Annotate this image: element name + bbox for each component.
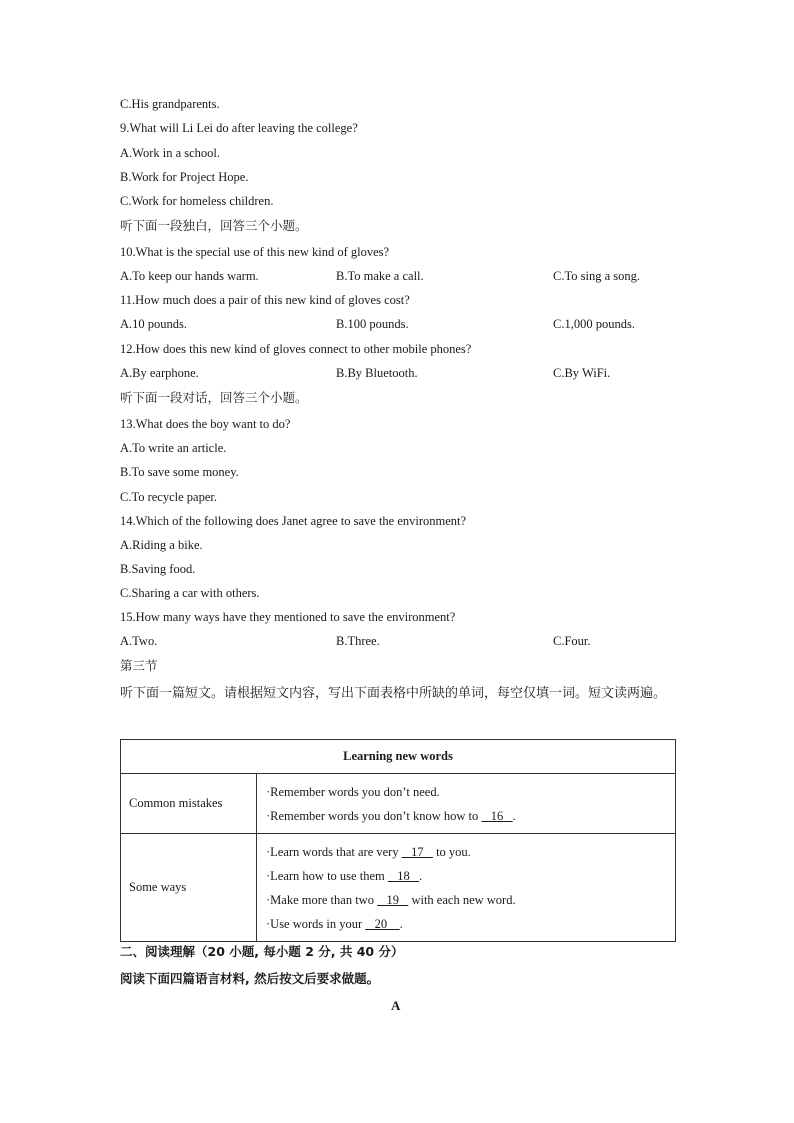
- question-13-option-a: A.To write an article.: [120, 441, 227, 455]
- way-4: [266, 912, 675, 936]
- way-4-end: .: [399, 916, 403, 931]
- question-12-option-a: A.By earphone.: [120, 366, 199, 380]
- way-3-text: ·Make more than two: [266, 892, 378, 907]
- blank-19: 19: [377, 892, 409, 907]
- question-13-option-b: B.To save some money.: [120, 465, 239, 479]
- question-15-option-c: C.Four.: [553, 634, 591, 648]
- mistake-1: ·Remember words you don’t need.: [266, 784, 440, 799]
- question-10: 10.What is the special use of this new kind of gloves?: [120, 245, 390, 259]
- question-15-option-a: A.Two.: [120, 634, 158, 648]
- way-2-end: .: [419, 868, 423, 883]
- notes-table: [120, 739, 676, 942]
- question-9-option-a: A.Work in a school.: [120, 146, 221, 160]
- blank-16: 16: [481, 808, 513, 823]
- row-label-common-mistakes: Common mistakes: [121, 774, 257, 834]
- question-12-option-b: B.By Bluetooth.: [336, 366, 418, 380]
- question-14-option-a: A.Riding a bike.: [120, 538, 203, 552]
- section-instruction-dialogue: 听下面一段对话，回答三个小题。: [120, 390, 308, 405]
- section-three-instruction: 听下面一篇短文。请根据短文内容，写出下面表格中所缺的单词，每空仅填一词。短文读两遍。: [120, 686, 667, 701]
- section-three-heading: 第三节: [120, 658, 158, 673]
- common-mistakes-cell: [257, 774, 676, 834]
- question-12-option-c: C.By WiFi.: [553, 366, 611, 380]
- question-12: 12.How does this new kind of gloves connect to other mobile phones?: [120, 342, 472, 356]
- way-2-text: ·Learn how to use them: [266, 868, 388, 883]
- question-15: 15.How many ways have they mentioned to save the environment?: [120, 610, 456, 624]
- way-1-text: ·Learn words that are very: [266, 844, 402, 859]
- question-13-option-c: C.To recycle paper.: [120, 490, 217, 504]
- blank-18: 18: [387, 868, 420, 883]
- question-9-option-c: C.Work for homeless children.: [120, 194, 274, 208]
- mistake-2-end: .: [512, 808, 516, 823]
- blank-17: 17: [401, 844, 433, 859]
- reading-section-heading: 二、阅读理解（20 小题, 每小题 2 分, 共 40 分）: [120, 944, 404, 959]
- question-11-option-b: B.100 pounds.: [336, 317, 409, 331]
- question-11-option-c: C.1,000 pounds.: [553, 317, 635, 331]
- some-ways-cell: [257, 834, 676, 942]
- question-15-option-b: B.Three.: [336, 634, 380, 648]
- question-14-option-c: C.Sharing a car with others.: [120, 586, 260, 600]
- question-14-option-b: B.Saving food.: [120, 562, 196, 576]
- question-11: 11.How much does a pair of this new kind of gloves cost?: [120, 293, 410, 307]
- question-10-option-c: C.To sing a song.: [553, 269, 640, 283]
- blank-20: 20: [365, 916, 400, 931]
- question-9: 9.What will Li Lei do after leaving the college?: [120, 121, 358, 135]
- reading-section-instruction: 阅读下面四篇语言材料, 然后按文后要求做题。: [120, 971, 380, 986]
- way-1: [266, 840, 675, 864]
- mistake-2-text: ·Remember words you don’t know how to: [266, 808, 482, 823]
- question-10-option-b: B.To make a call.: [336, 269, 424, 283]
- row-label-some-ways: Some ways: [121, 834, 257, 942]
- question-11-option-a: A.10 pounds.: [120, 317, 188, 331]
- question-14: 14.Which of the following does Janet agree to save the environment?: [120, 514, 467, 528]
- way-4-text: ·Use words in your: [266, 916, 366, 931]
- question-10-option-a: A.To keep our hands warm.: [120, 269, 259, 283]
- mistake-2: [266, 804, 675, 828]
- passage-a-label: A: [391, 998, 401, 1013]
- way-2: [266, 864, 675, 888]
- way-3-end: with each new word.: [408, 892, 516, 907]
- l1: C.His grandparents.: [120, 97, 220, 111]
- section-instruction-monologue: 听下面一段独白，回答三个小题。: [120, 218, 308, 233]
- way-3: [266, 888, 675, 912]
- table-title: Learning new words: [121, 740, 676, 774]
- question-9-option-b: B.Work for Project Hope.: [120, 170, 249, 184]
- question-13: 13.What does the boy want to do?: [120, 417, 291, 431]
- way-1-end: to you.: [432, 844, 471, 859]
